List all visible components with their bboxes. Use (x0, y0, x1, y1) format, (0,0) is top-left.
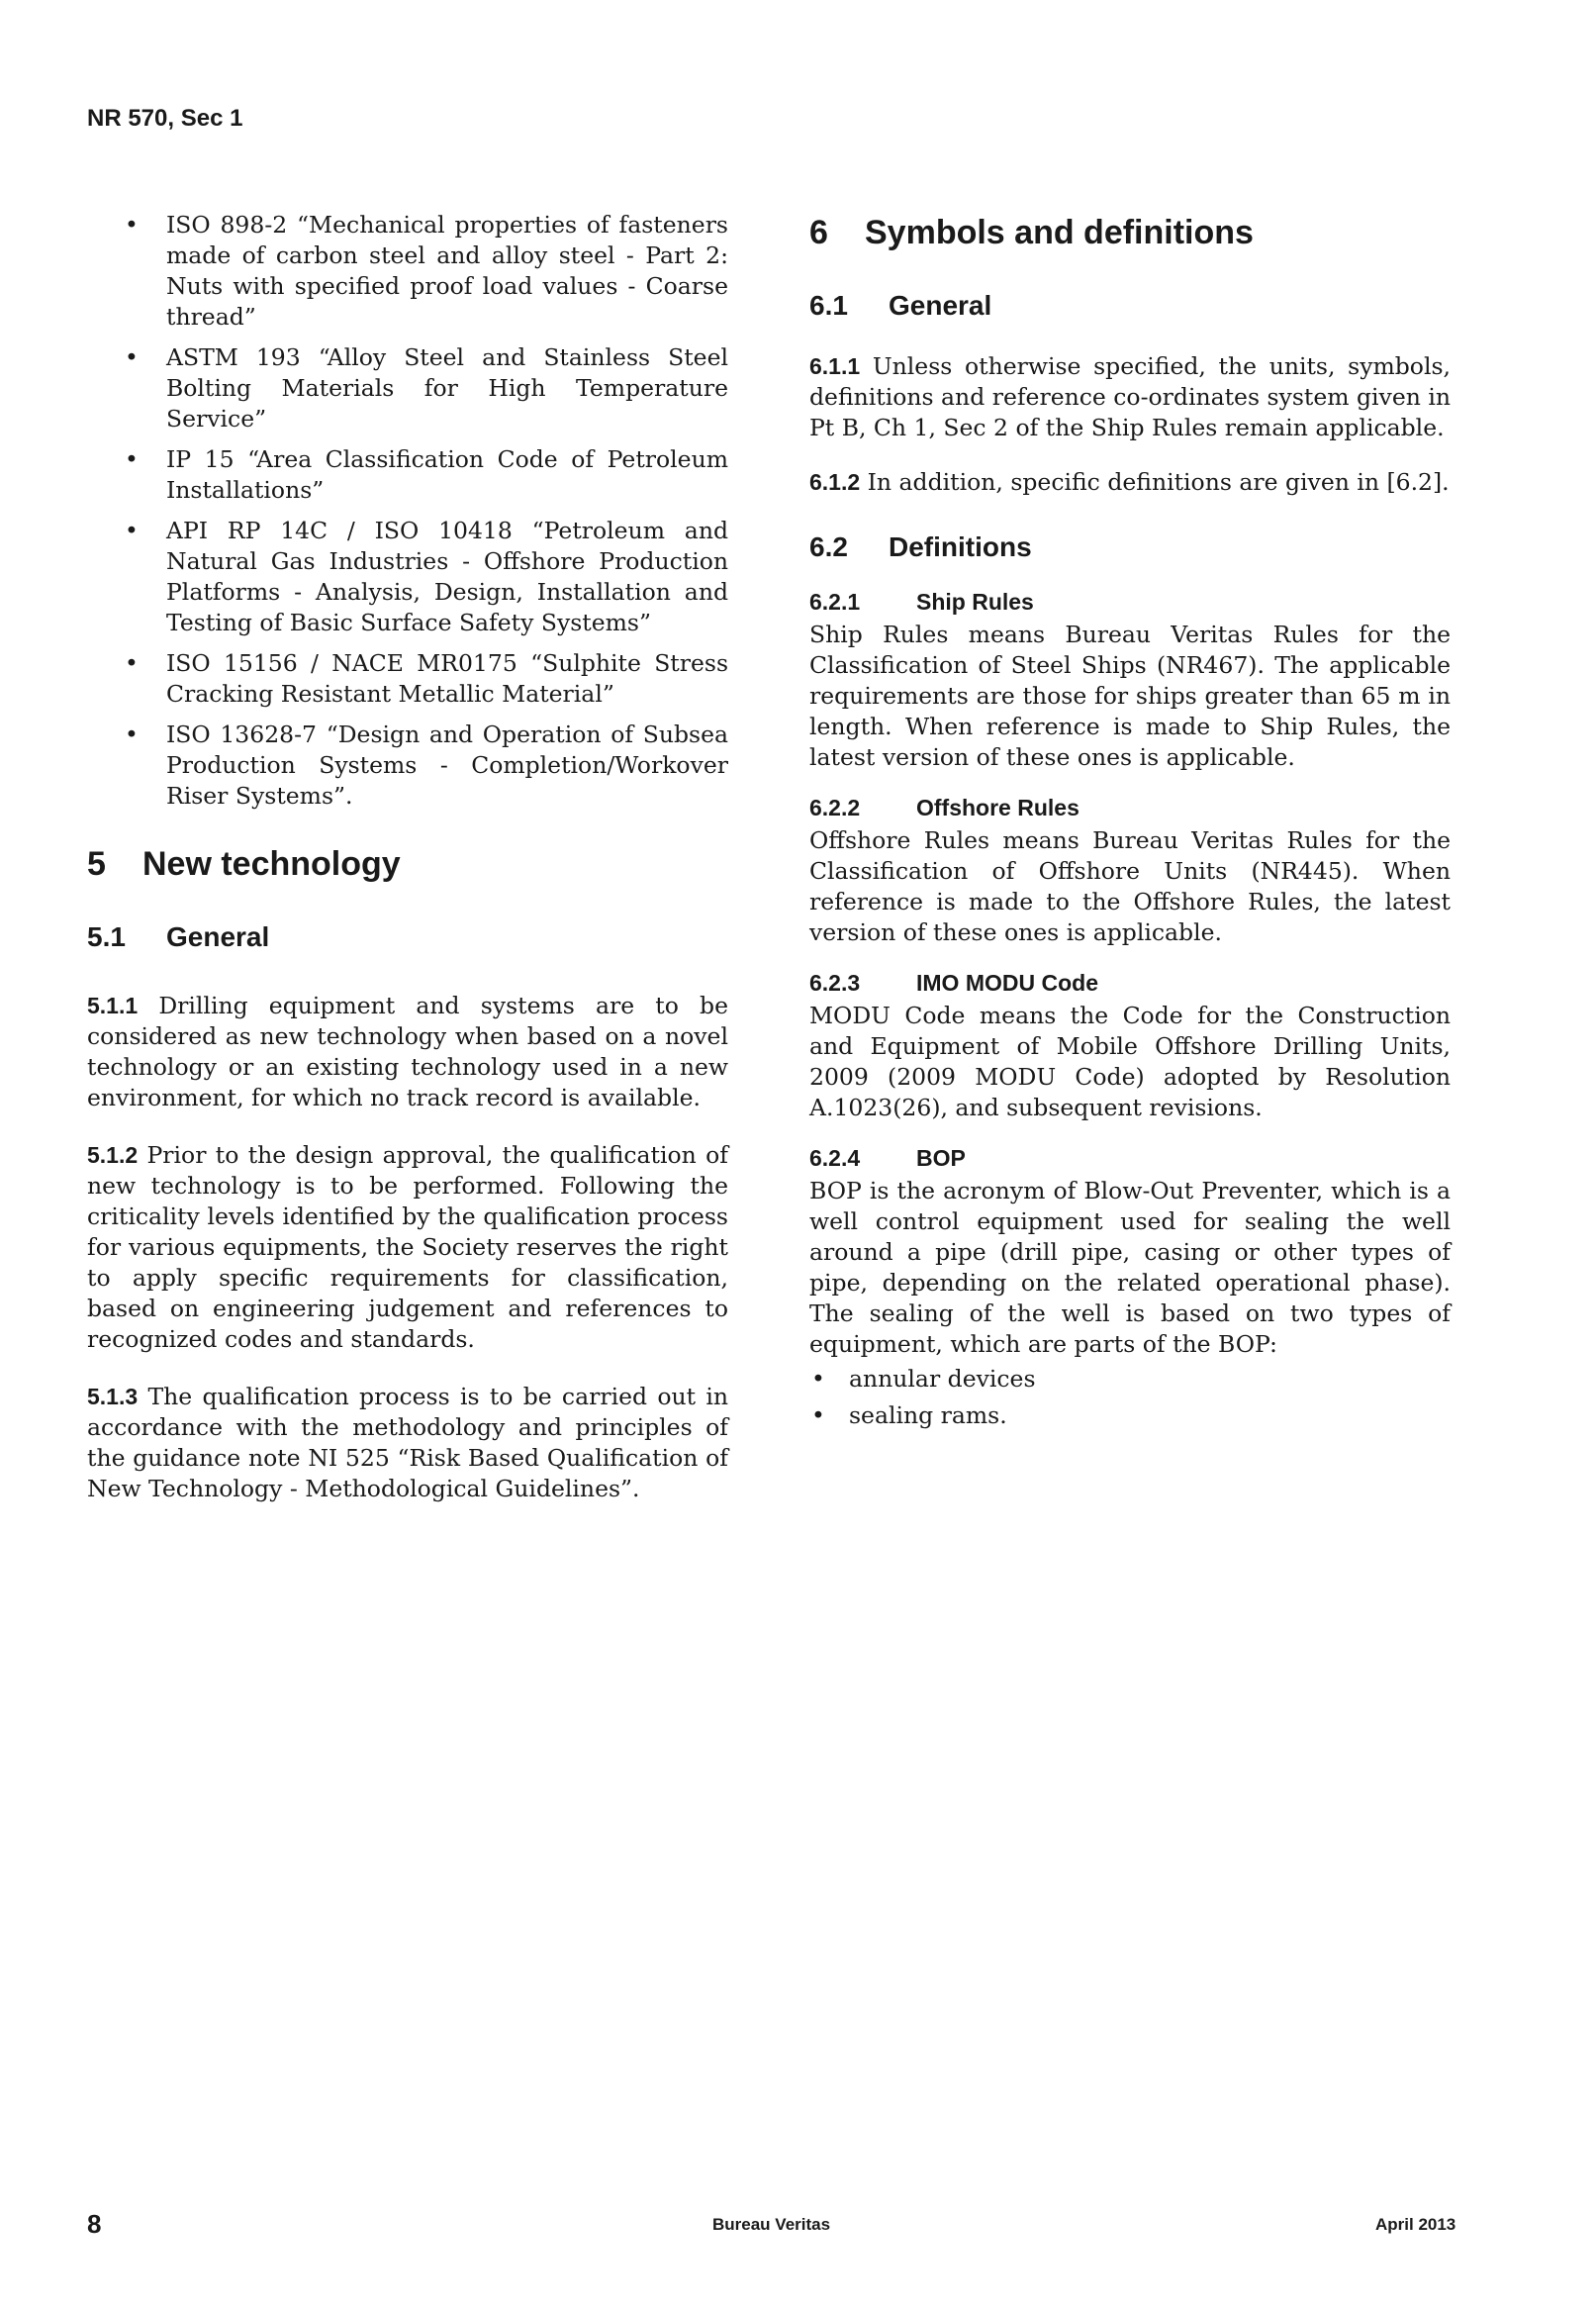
bop-equipment-list (809, 1364, 1451, 1431)
definition-text: BOP is the acronym of Blow-Out Preventer, which is a well control equipment used for sealing the well around a pipe (drill pipe, casing or other types of pipe, depending on the related operational phase). The sealing of the well is based on two types of equipment, which are parts of the BOP: (809, 1177, 1451, 1358)
bullet-icon: • (125, 445, 139, 473)
list-item: • ISO 13628-7 “Design and Operation of Subsea Production Systems - Completion/Workover Riser Systems”. (125, 721, 728, 810)
section-6-heading: 6 Symbols and definitions (809, 214, 1254, 251)
definition-heading: 6.2.1 Ship Rules (809, 589, 1034, 615)
list-item: • API RP 14C / ISO 10418 “Petroleum and Natural Gas Industries - Offshore Production Platforms - Analysis, Design, Installation and Testing of Basic Surface Safety Systems” (125, 517, 728, 636)
section-5-heading: 5 New technology (87, 845, 401, 883)
definition-heading: 6.2.3 IMO MODU Code (809, 970, 1098, 996)
footer-date: April 2013 (1375, 2215, 1456, 2234)
footer-publisher: Bureau Veritas (712, 2215, 831, 2234)
definition-offshore-rules (809, 795, 1451, 948)
bullet-icon: • (125, 649, 139, 677)
paragraph-5-1-1: 5.1.1 Drilling equipment and systems are to be considered as new technology when based on a novel technology or an existing technology used in a new environment, for which no track record is available. (87, 992, 728, 1111)
right-column (809, 210, 1451, 1437)
definition-heading: 6.2.2 Offshore Rules (809, 795, 1080, 820)
bullet-icon: • (811, 1401, 825, 1429)
reference-list (87, 210, 728, 812)
definition-imo-modu-code (809, 970, 1451, 1123)
list-item: • ASTM 193 “Alloy Steel and Stainless Steel Bolting Materials for High Temperature Service” (125, 343, 728, 433)
definition-text: MODU Code means the Code for the Construction and Equipment of Mobile Offshore Drilling Units, 2009 (2009 MODU Code) adopted by Resolution A.1023(26), and subsequent revisions. (809, 1002, 1451, 1121)
running-header: NR 570, Sec 1 (87, 105, 243, 132)
list-item: • annular devices (811, 1365, 1036, 1393)
definition-heading: 6.2.4 BOP (809, 1145, 966, 1171)
bullet-icon: • (125, 517, 139, 544)
section-5-1-heading: 5.1 General (87, 921, 270, 952)
list-item: • ISO 898-2 “Mechanical properties of fasteners made of carbon steel and alloy steel - Part 2: Nuts with specified proof load values - Coarse thread” (125, 211, 728, 331)
bullet-icon: • (125, 343, 139, 371)
paragraph-5-1-3: 5.1.3 The qualification process is to be carried out in accordance with the methodology and principles of the guidance note NI 525 “Risk Based Qualification of New Technology - Methodological Guidelines”. (87, 1383, 728, 1502)
list-item: • IP 15 “Area Classification Code of Petroleum Installations” (125, 445, 728, 504)
list-item: • sealing rams. (811, 1401, 1007, 1429)
list-item: • ISO 15156 / NACE MR0175 “Sulphite Stress Cracking Resistant Metallic Material” (125, 649, 728, 708)
paragraph-6-1-2: 6.1.2 In addition, specific definitions are given in [6.2]. (809, 468, 1450, 496)
left-column (87, 210, 728, 1504)
definition-ship-rules (809, 589, 1451, 773)
page-number: 8 (87, 2209, 102, 2239)
definition-text: Offshore Rules means Bureau Veritas Rules for the Classification of Offshore Units (NR445). When reference is made to the Offshore Rules, the latest version of these ones is applicable. (809, 826, 1451, 946)
definition-bop (809, 1145, 1451, 1431)
bullet-icon: • (811, 1365, 825, 1393)
bullet-icon: • (125, 211, 139, 239)
paragraph-5-1-2: 5.1.2 Prior to the design approval, the qualification of new technology is to be performed. Following the criticality levels identified by the qualification process for various equipments, the Society reserves the right to apply specific requirements for classification, based on engineering judgement and references to recognized codes and standards. (87, 1141, 728, 1353)
bullet-icon: • (125, 721, 139, 748)
section-6-2-heading: 6.2 Definitions (809, 531, 1032, 562)
definition-text: Ship Rules means Bureau Veritas Rules for the Classification of Steel Ships (NR467). The applicable requirements are those for ships greater than 65 m in length. When reference is made to Ship Rules, the latest version of these ones is applicable. (809, 621, 1451, 771)
paragraph-6-1-1: 6.1.1 Unless otherwise specified, the units, symbols, definitions and reference co-ordinates system given in Pt B, Ch 1, Sec 2 of the Ship Rules remain applicable. (809, 352, 1451, 441)
section-6-1-heading: 6.1 General (809, 290, 992, 321)
